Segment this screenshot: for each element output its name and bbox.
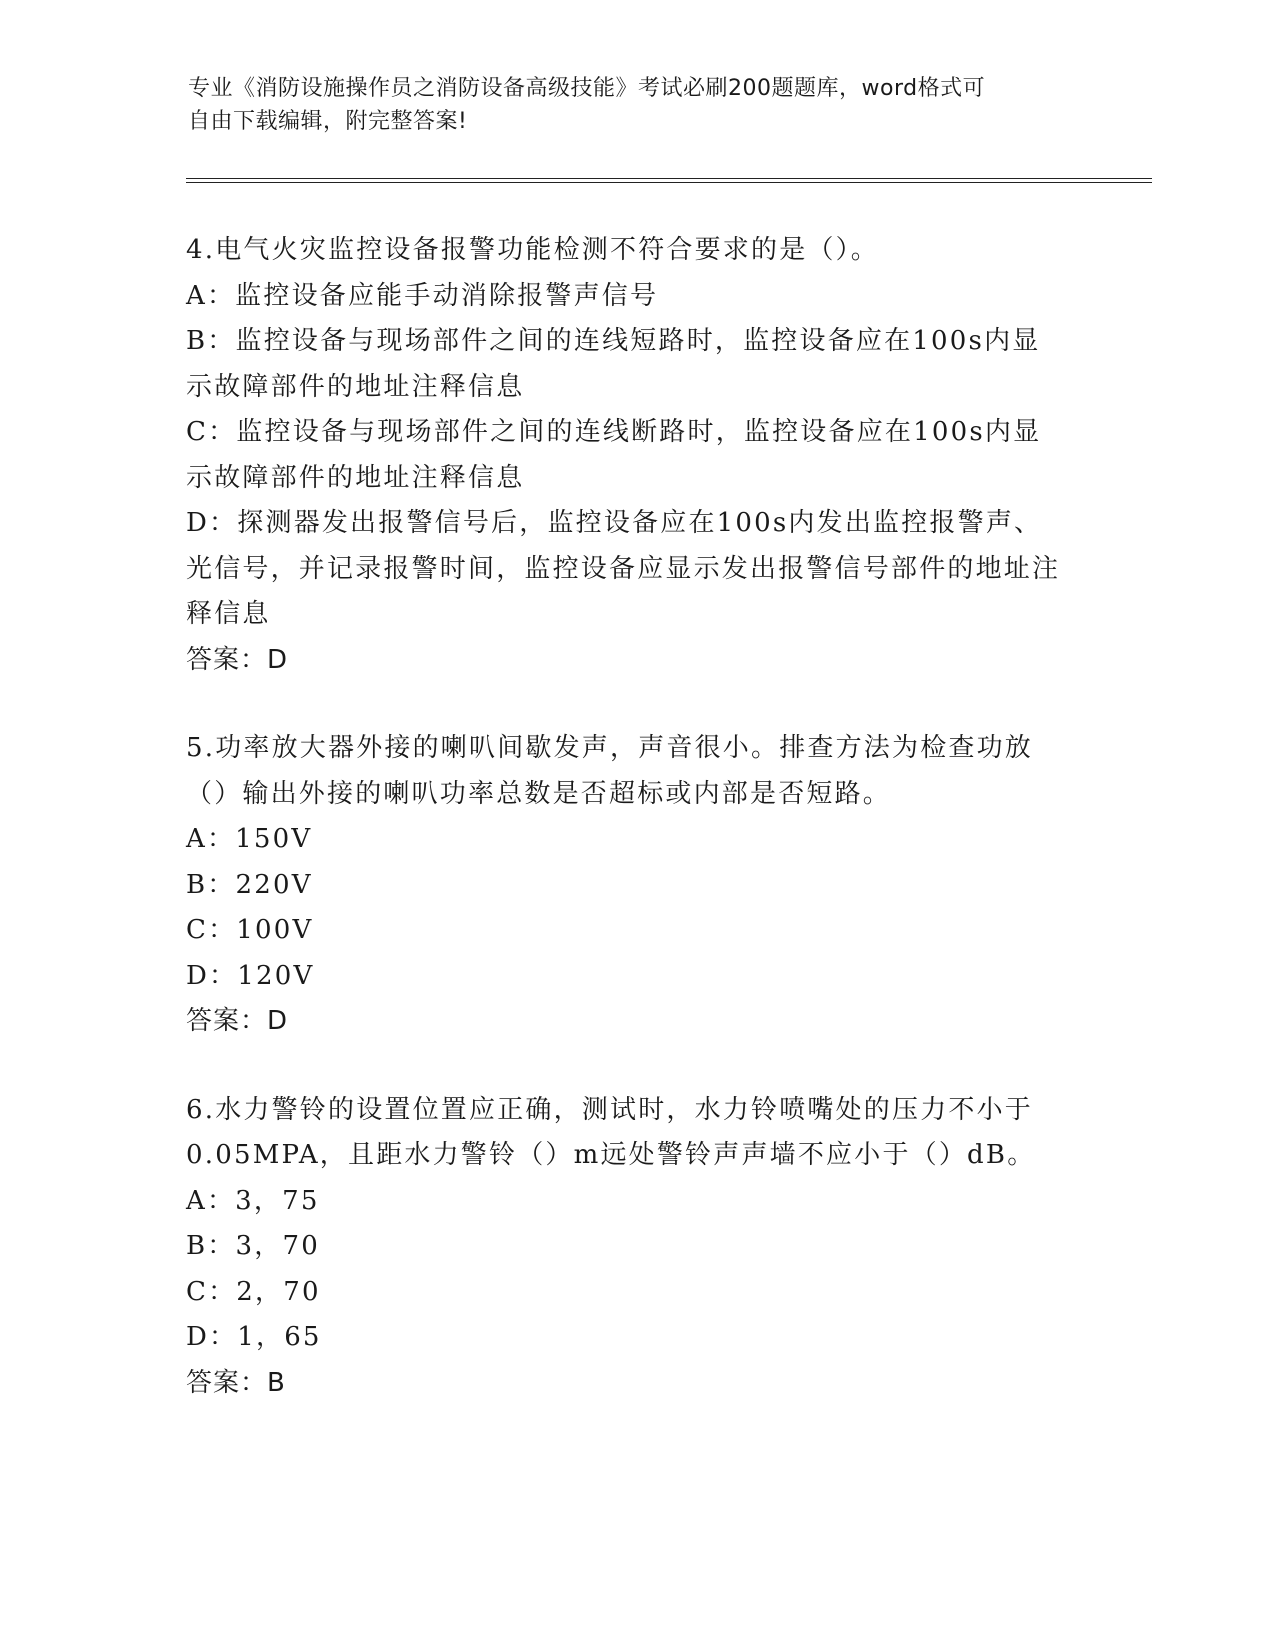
question-4: [186, 228, 1066, 683]
option-b: B：监控设备与现场部件之间的连线短路时，监控设备应在100s内显示故障部件的地址注释信息: [186, 326, 1041, 402]
option-d: D：探测器发出报警信号后，监控设备应在100s内发出监控报警声、光信号，并记录报警时间，监控设备应显示发出报警信号部件的地址注释信息: [186, 508, 1061, 629]
option-d: D：120V: [186, 960, 315, 991]
option-d: D：1，65: [186, 1322, 322, 1352]
option-c: C：100V: [186, 915, 314, 945]
answer: 答案：D: [186, 644, 289, 675]
question-stem: 5.功率放大器外接的喇叭间歇发声，声音很小。排查方法为检查功放（）输出外接的喇叭功率总数是否超标或内部是否短路。: [186, 733, 1034, 809]
header-line-1: 专业《消防设施操作员之消防设备高级技能》考试必刷200题题库，word格式可: [188, 76, 986, 101]
question-6: [186, 1088, 1066, 1407]
option-b: B：220V: [186, 869, 313, 900]
question-stem: 4.电气火灾监控设备报警功能检测不符合要求的是（）。: [186, 235, 880, 265]
header-divider: [186, 178, 1152, 183]
question-list: [186, 228, 1066, 1449]
answer: 答案：D: [186, 1006, 289, 1036]
question-5: [186, 726, 1066, 1045]
option-c: C：2，70: [186, 1276, 321, 1307]
option-a: A：监控设备应能手动消除报警声信号: [186, 280, 659, 311]
header-line-2: 自由下载编辑，附完整答案!: [188, 109, 468, 134]
answer: 答案：B: [186, 1367, 286, 1398]
option-b: B：3，70: [186, 1231, 320, 1261]
option-a: A：150V: [186, 824, 313, 854]
question-stem: 6.水力警铃的设置位置应正确，测试时，水力铃喷嘴处的压力不小于0.05MPA，且距水力警铃（）m远处警铃声声墙不应小于（）dB。: [186, 1094, 1036, 1170]
document-header: [188, 72, 1088, 138]
option-a: A：3，75: [186, 1185, 320, 1216]
option-c: C：监控设备与现场部件之间的连线断路时，监控设备应在100s内显示故障部件的地址注释信息: [186, 417, 1042, 493]
